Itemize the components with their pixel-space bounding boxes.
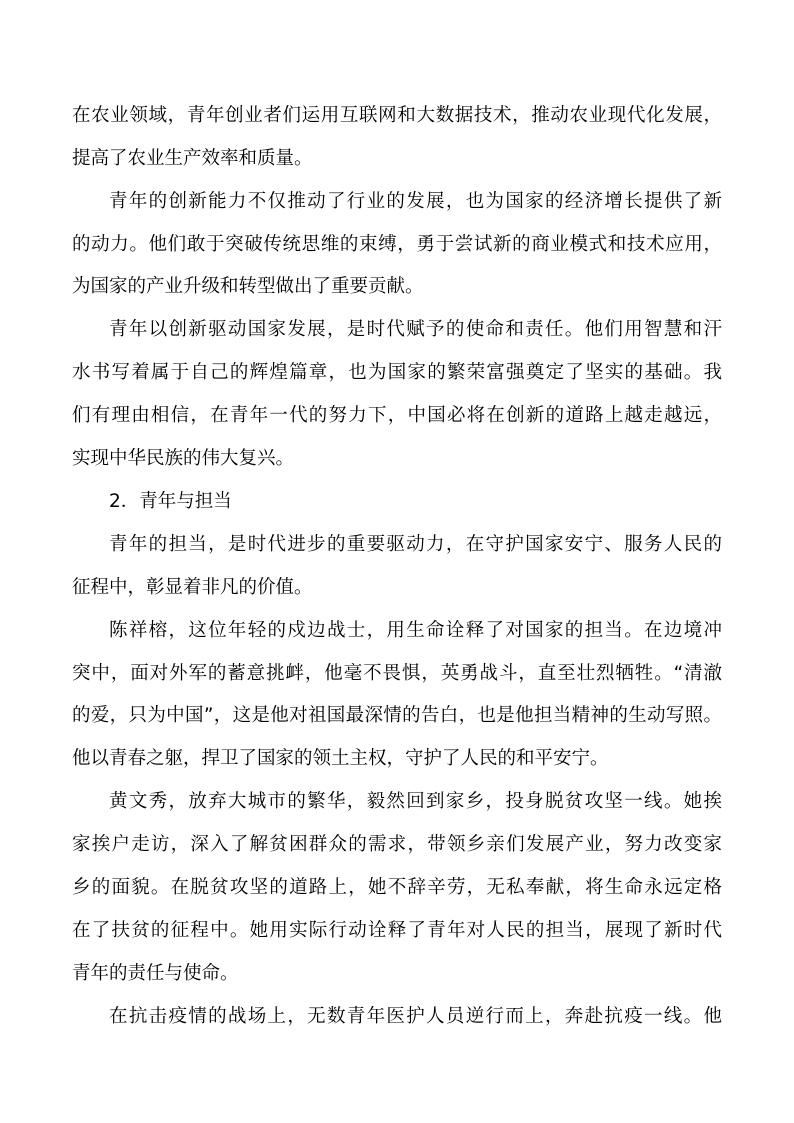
- paragraph-line: 家挨户走访，深入了解贫困群众的需求，带领乡亲们发展产业，努力改变家: [72, 834, 722, 855]
- paragraph-line: 实现中华民族的伟大复兴。: [72, 448, 295, 469]
- paragraph-line: 青年的责任与使命。: [72, 963, 239, 984]
- paragraph-line: 为国家的产业升级和转型做出了重要贡献。: [72, 276, 424, 297]
- paragraph-line: 征程中，彰显着非凡的价值。: [72, 577, 313, 598]
- paragraph-line: 们有理由相信，在青年一代的努力下，中国必将在创新的道路上越走越远，: [72, 405, 722, 426]
- paragraph-line: 青年以创新驱动国家发展，是时代赋予的使命和责任。他们用智慧和汗: [109, 319, 722, 340]
- paragraph-line: 他以青春之躯，捍卫了国家的领土主权，守护了人民的和平安宁。: [72, 748, 609, 769]
- paragraph-line: 乡的面貌。在脱贫攻坚的道路上，她不辞辛劳，无私奉献，将生命永远定格: [72, 877, 722, 898]
- paragraph-line: 在抗击疫情的战场上，无数青年医护人员逆行而上，奔赴抗疫一线。他: [109, 1006, 722, 1027]
- paragraph-line: 水书写着属于自己的辉煌篇章，也为国家的繁荣富强奠定了坚实的基础。我: [72, 362, 722, 383]
- section-heading: 2．青年与担当: [109, 491, 232, 512]
- paragraph-line: 的动力。他们敢于突破传统思维的束缚，勇于尝试新的商业模式和技术应用，: [72, 234, 722, 255]
- paragraph-line: 在农业领域，青年创业者们运用互联网和大数据技术，推动农业现代化发展，: [72, 105, 722, 126]
- paragraph-line: 的爱，只为中国”，这是他对祖国最深情的告白，也是他担当精神的生动写照。: [72, 705, 722, 726]
- paragraph-line: 青年的担当，是时代进步的重要驱动力，在守护国家安宁、服务人民的: [109, 534, 722, 555]
- paragraph-line: 提高了农业生产效率和质量。: [72, 148, 313, 169]
- paragraph-line: 黄文秀，放弃大城市的繁华，毅然回到家乡，投身脱贫攻坚一线。她挨: [109, 791, 722, 812]
- paragraph-line: 陈祥榕，这位年轻的戍边战士，用生命诠释了对国家的担当。在边境冲: [109, 620, 722, 641]
- paragraph-line: 突中，面对外军的蓄意挑衅，他毫不畏惧，英勇战斗，直至壮烈牺牲。“清澈: [72, 663, 722, 684]
- paragraph-line: 在了扶贫的征程中。她用实际行动诠释了青年对人民的担当，展现了新时代: [72, 920, 722, 941]
- paragraph-line: 青年的创新能力不仅推动了行业的发展，也为国家的经济增长提供了新: [109, 191, 722, 212]
